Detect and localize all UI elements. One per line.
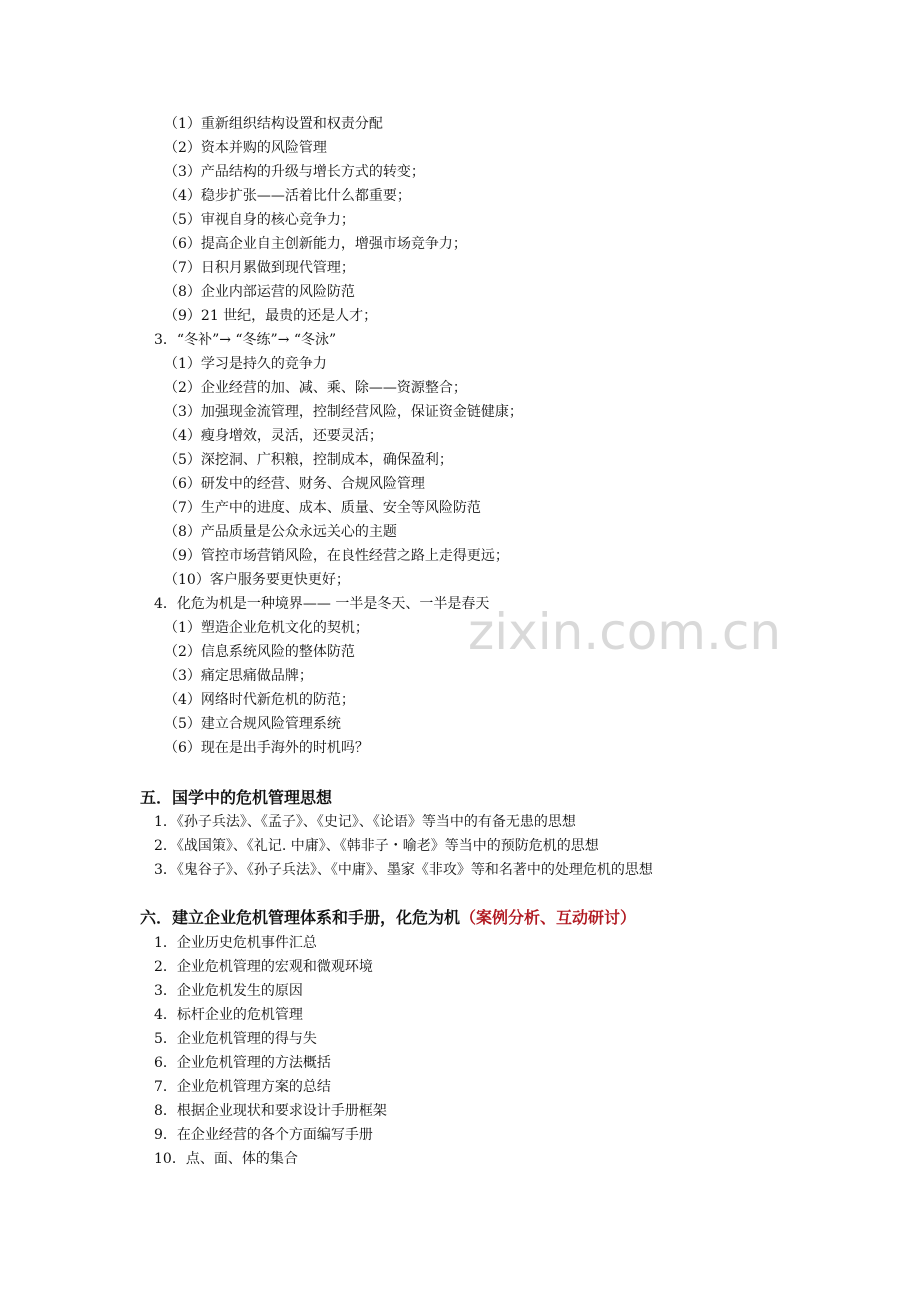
- list-item: （4）瘦身增效，灵活，还要灵活；: [164, 428, 383, 444]
- list-item: （7）日积月累做到现代管理；: [164, 260, 355, 276]
- section-title: 五．国学中的危机管理思想: [140, 788, 333, 807]
- list-item: 10．点、面、体的集合: [154, 1151, 298, 1167]
- list-item: （9）21 世纪，最贵的还是人才；: [164, 308, 378, 324]
- list-item: （7）生产中的进度、成本、质量、安全等风险防范: [164, 500, 481, 516]
- list-item: （5）建立合规风险管理系统: [164, 716, 341, 732]
- list-item: （8）产品质量是公众永远关心的主题: [164, 524, 397, 540]
- watermark-text: zixin.com.cn: [468, 603, 782, 661]
- subsection-title: 4．化危为机是一种境界—— 一半是冬天、一半是春天: [154, 596, 490, 612]
- list-item: （4）网络时代新危机的防范；: [164, 692, 355, 708]
- list-item: （6）提高企业自主创新能力，增强市场竞争力；: [164, 236, 467, 252]
- list-item: 9．在企业经营的各个方面编写手册: [154, 1127, 373, 1143]
- list-item: 3．企业危机发生的原因: [154, 983, 303, 999]
- list-item: 4．标杆企业的危机管理: [154, 1007, 303, 1023]
- list-item: （10）客户服务要更快更好；: [164, 572, 350, 588]
- list-item: （3）产品结构的升级与增长方式的转变；: [164, 164, 425, 180]
- list-item: （1）塑造企业危机文化的契机；: [164, 620, 369, 636]
- list-item: 6．企业危机管理的方法概括: [154, 1055, 331, 1071]
- list-item: （3）加强现金流管理，控制经营风险，保证资金链健康；: [164, 404, 523, 420]
- list-item: 8．根据企业现状和要求设计手册框架: [154, 1103, 387, 1119]
- section-title: [140, 907, 636, 929]
- list-item: （6）现在是出手海外的时机吗？: [164, 740, 369, 756]
- list-item: （4）稳步扩张——活着比什么都重要；: [164, 188, 411, 204]
- list-item: 2．企业危机管理的宏观和微观环境: [154, 959, 373, 975]
- list-item: （2）资本并购的风险管理: [164, 140, 327, 156]
- section-title-highlight: （案例分析、互动研讨）: [460, 908, 637, 927]
- list-item: （9）管控市场营销风险，在良性经营之路上走得更远；: [164, 548, 509, 564]
- list-item: 7．企业危机管理方案的总结: [154, 1079, 331, 1095]
- list-item: 5．企业危机管理的得与失: [154, 1031, 317, 1047]
- subsection-title: 3．“冬补”→ “冬练”→ “冬泳”: [154, 332, 337, 348]
- list-item: （6）研发中的经营、财务、合规风险管理: [164, 476, 425, 492]
- list-item: 3．《鬼谷子》、《孙子兵法》、《中庸》、墨家《非攻》等和名著中的处理危机的思想: [154, 862, 653, 878]
- list-item: 2．《战国策》、《礼记. 中庸》、《韩非子・喻老》等当中的预防危机的思想: [154, 838, 599, 854]
- section-title-main: 六．建立企业危机管理体系和手册，化危为机: [140, 908, 461, 927]
- list-item: （8）企业内部运营的风险防范: [164, 284, 355, 300]
- list-item: （3）痛定思痛做品牌；: [164, 668, 313, 684]
- list-item: （2）企业经营的加、减、乘、除——资源整合；: [164, 380, 467, 396]
- list-item: （2）信息系统风险的整体防范: [164, 644, 355, 660]
- list-item: （1）重新组织结构设置和权责分配: [164, 116, 383, 132]
- list-item: 1．《孙子兵法》、《孟子》、《史记》、《论语》等当中的有备无患的思想: [154, 814, 576, 830]
- list-item: （5）深挖洞、广积粮，控制成本，确保盈利；: [164, 452, 453, 468]
- list-item: 1．企业历史危机事件汇总: [154, 935, 317, 951]
- list-item: （1）学习是持久的竞争力: [164, 356, 327, 372]
- list-item: （5）审视自身的核心竞争力；: [164, 212, 355, 228]
